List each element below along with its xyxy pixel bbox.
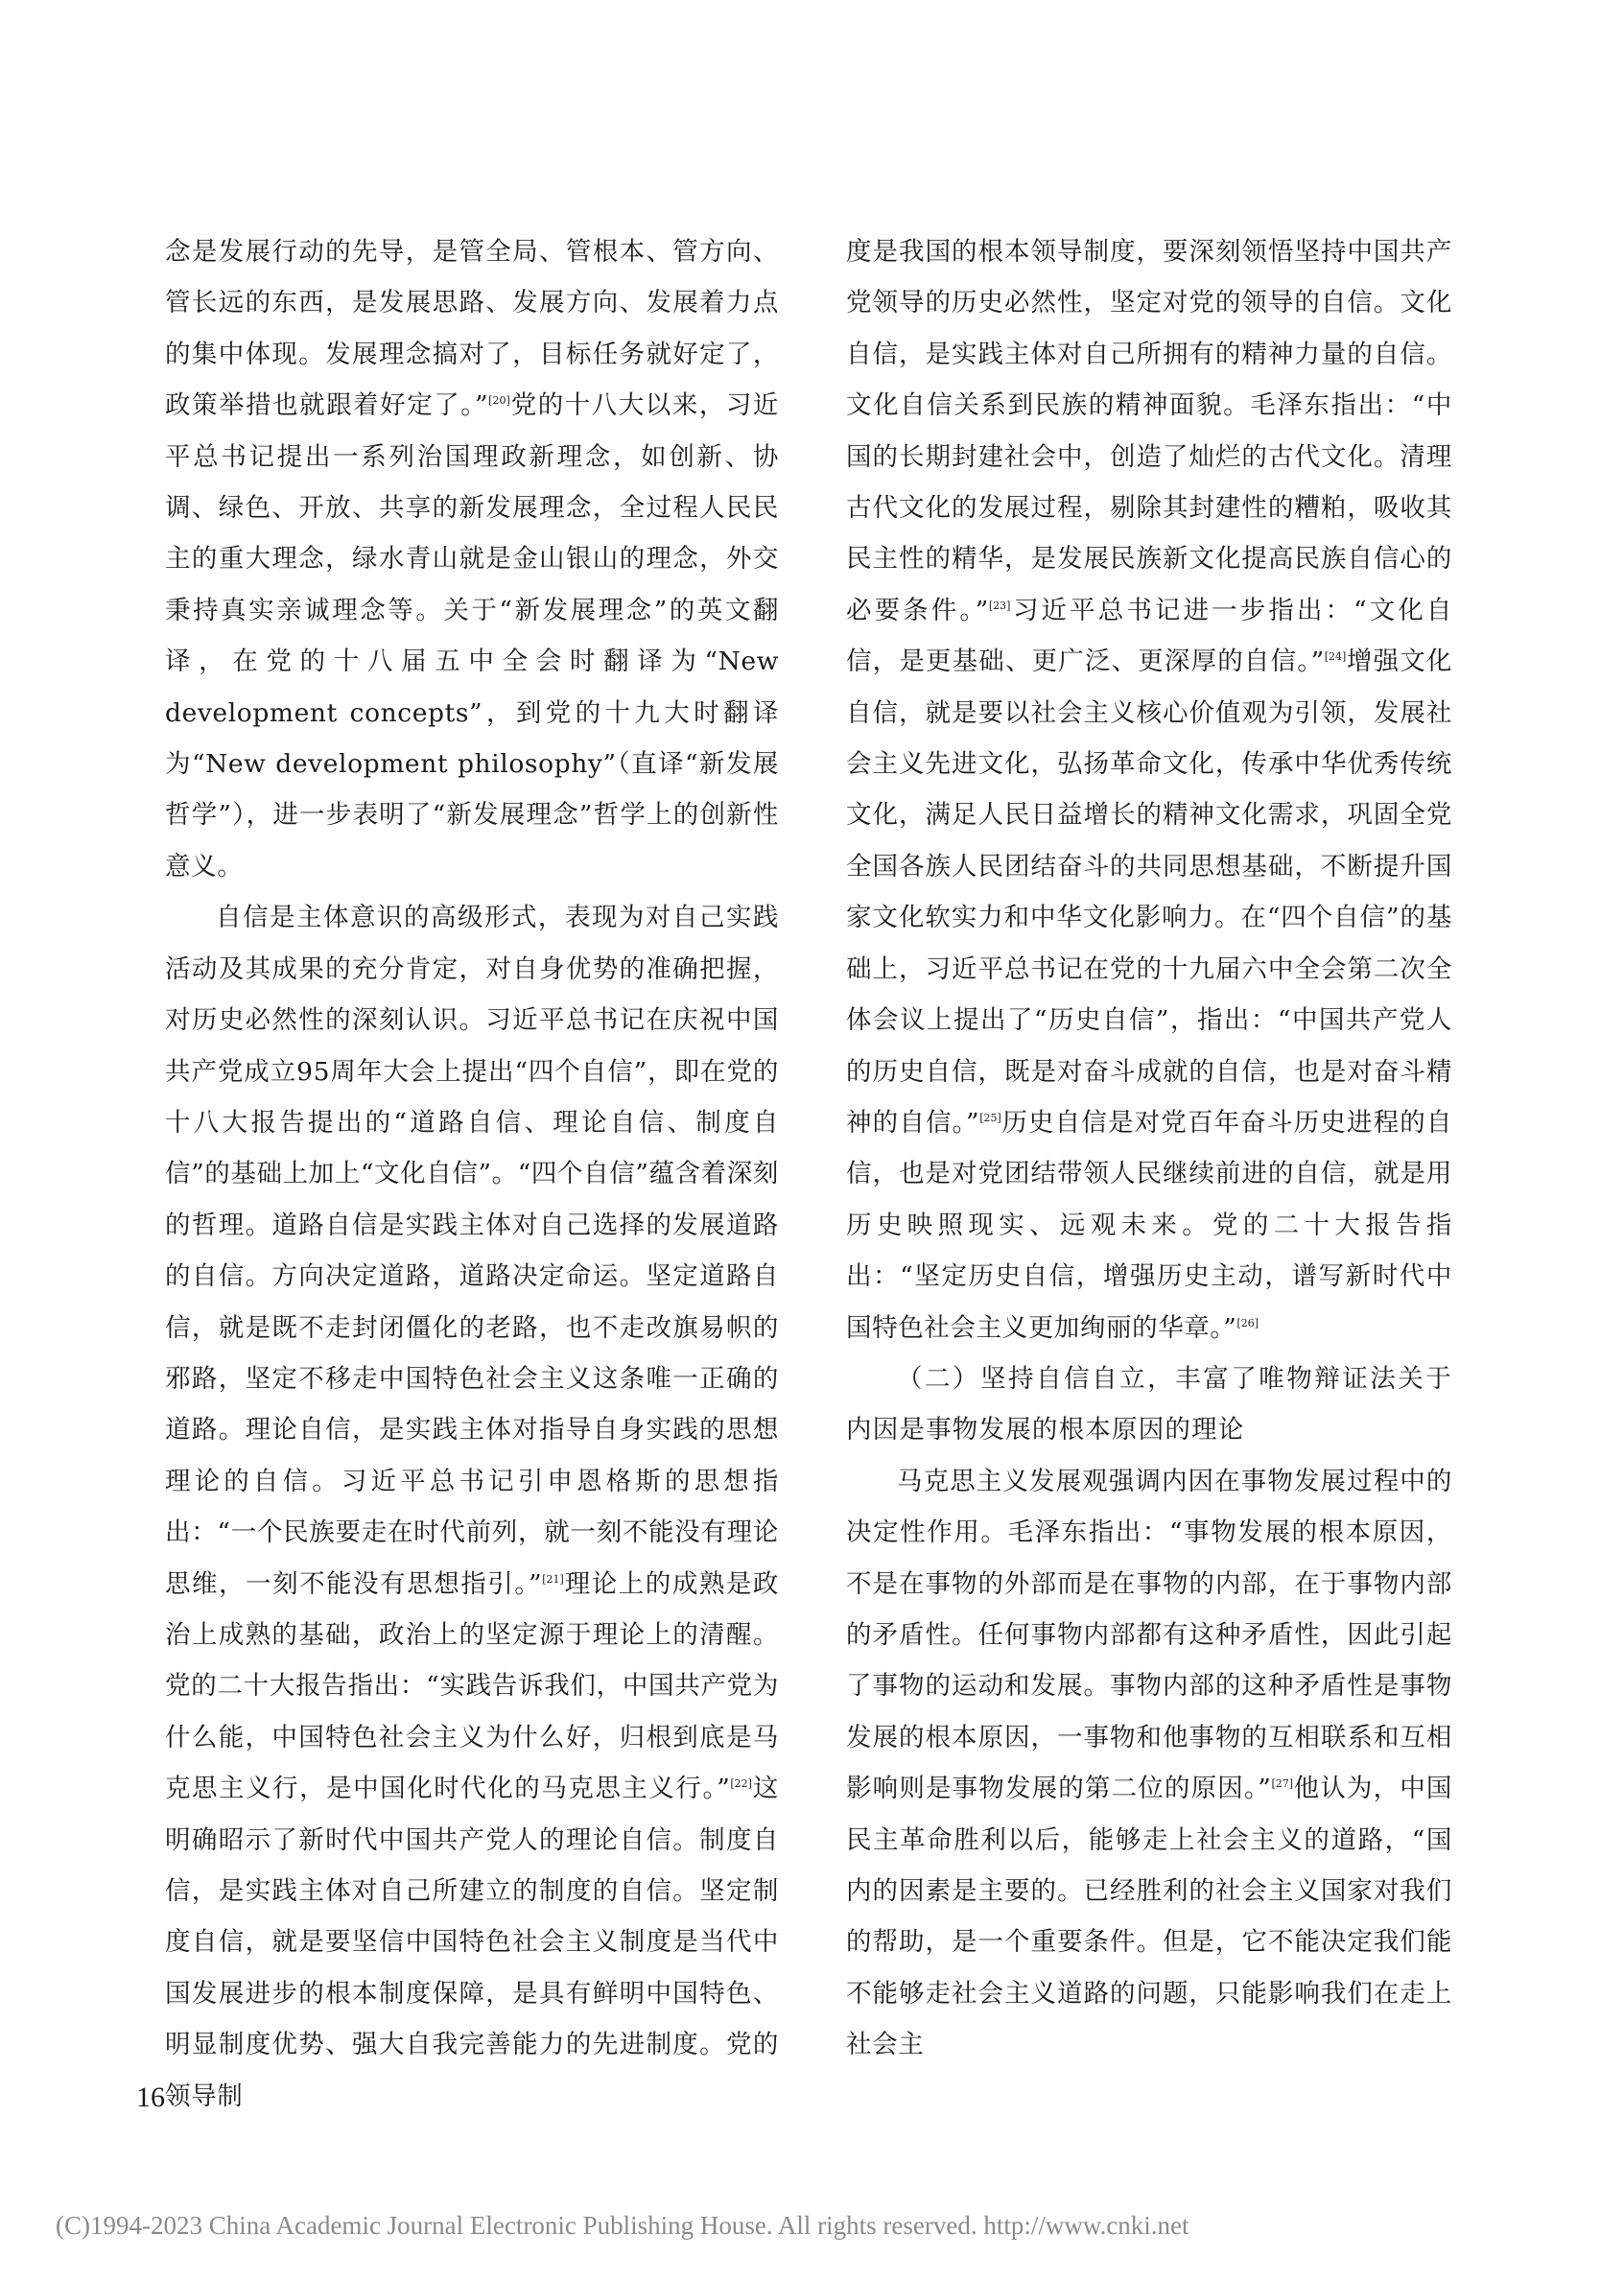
section-heading: （二）坚持自信自立，丰富了唯物辩证法关于内因是事物发展的根本原因的理论 xyxy=(846,1363,1452,1446)
citation-ref[interactable]: [24] xyxy=(1324,650,1347,664)
citation-ref[interactable]: [23] xyxy=(988,600,1011,613)
paragraph-text: 度是我国的根本领导制度，要深刻领悟坚持中国共产党领导的历史必然性，坚定对党的领导的自信。文化自信，是实践主体对自己所拥有的精神力量的自信。文化自信关系到民族的精神面貌。毛泽东指出：“中国的长期封建社会中，创造了灿烂的古代文化。清理古代文化的发展过程，剔除其封建性的糟粕，吸收其民主性的精华，是发展民族新文化提高民族自信心的必要条件。” xyxy=(846,237,1452,625)
paragraph-text: 念是发展行动的先导，是管全局、管根本、管方向、管长远的东西，是发展思路、发展方向、发展着力点的集中体现。发展理念搞对了，目标任务就好定了，政策举措也就跟着好定了。” xyxy=(165,237,779,421)
left-column xyxy=(165,226,779,2122)
paragraph xyxy=(165,226,779,892)
copyright-footer: (C)1994-2023 China Academic Journal Electronic Publishing House. All rights reserved. http://www.cnki.net xyxy=(56,2211,1189,2240)
citation-ref[interactable]: [21] xyxy=(542,1572,564,1586)
paragraph xyxy=(846,226,1452,1353)
paragraph xyxy=(165,892,779,2122)
paragraph-text: 理论上的成熟是政治上成熟的基础，政治上的坚定源于理论上的清醒。党的二十大报告指出：“实践告诉我们，中国共产党为什么能，中国特色社会主义为什么好，归根到底是马克思主义行，是中国化时代化的马克思主义行。” xyxy=(165,1568,779,1804)
paragraph-text: 自信是主体意识的高级形式，表现为对自己实践活动及其成果的充分肯定，对自身优势的准确把握，对历史必然性的深刻认识。习近平总书记在庆祝中国共产党成立95周年大会上提出“四个自信”，即在党的十八大报告提出的“道路自信、理论自信、制度自信”的基础上加上“文化自信”。“四个自信”蕴含着深刻的哲理。道路自信是实践主体对自己选择的发展道路的自信。方向决定道路，道路决定命运。坚定道路自信，就是既不走封闭僵化的老路，也不走改旗易帜的邪路，坚定不移走中国特色社会主义这条唯一正确的道路。理论自信，是实践主体对指导自身实践的思想理论的自信。习近平总书记引申恩格斯的思想指出：“一个民族要走在时代前列，就一刻不能没有理论思维，一刻不能没有思想指引。” xyxy=(165,903,779,1599)
paragraph xyxy=(846,1456,1452,2071)
citation-ref[interactable]: [27] xyxy=(1271,1777,1294,1791)
citation-ref[interactable]: [22] xyxy=(730,1777,752,1791)
right-column xyxy=(846,226,1452,2071)
paragraph-text: 历史自信是对党百年奋斗历史进程的自信，也是对党团结带领人民继续前进的自信，就是用历史映照现实、远观未来。党的二十大报告指出：“坚定历史自信，增强历史主动，谱写新时代中国特色社会主义更加绚丽的华章。” xyxy=(846,1107,1452,1343)
paragraph-text: 习近平总书记进一步指出：“文化自信，是更基础、更广泛、更深厚的自信。” xyxy=(846,595,1452,677)
citation-ref[interactable]: [26] xyxy=(1236,1316,1259,1329)
page-number: 16 xyxy=(136,2081,165,2113)
citation-ref[interactable]: [20] xyxy=(488,394,510,408)
paragraph-text: 党的十八大以来，习近平总书记提出一系列治国理政新理念，如创新、协调、绿色、开放、共享的新发展理念，全过程人民民主的重大理念，绿水青山就是金山银山的理念，外交秉持真实亲诚理念等。关于“新发展理念”的英文翻译，在党的十八届五中全会时翻译为“New development concepts”，到党的十九大时翻译为“New development philosophy”（直译“新发展哲学”），进一步表明了“新发展理念”哲学上的创新性意义。 xyxy=(165,390,779,882)
citation-ref[interactable]: [25] xyxy=(979,1112,1001,1125)
paragraph-text: 这明确昭示了新时代中国共产党人的理论自信。制度自信，是实践主体对自己所建立的制度的自信。坚定制度自信，就是要坚信中国特色社会主义制度是当代中国发展进步的根本制度保障，是具有鲜明中国特色、明显制度优势、强大自我完善能力的先进制度。党的领导制 xyxy=(165,1774,779,2111)
paragraph-text: 增强文化自信，就是要以社会主义核心价值观为引领，发展社会主义先进文化，弘扬革命文化，传承中华优秀传统文化，满足人民日益增长的精神文化需求，巩固全党全国各族人民团结奋斗的共同思想基础，不断提升国家文化软实力和中华文化影响力。在“四个自信”的基础上，习近平总书记在党的十九届六中全会第二次全体会议上提出了“历史自信”，指出：“中国共产党人的历史自信，既是对奋斗成就的自信，也是对奋斗精神的自信。” xyxy=(846,647,1452,1138)
paragraph-text: 他认为，中国民主革命胜利以后，能够走上社会主义的道路，“国内的因素是主要的。已经胜利的社会主义国家对我们的帮助，是一个重要条件。但是，它不能决定我们能不能够走社会主义道路的问题，只能影响我们在走上社会主 xyxy=(846,1774,1453,2060)
paragraph-text: 马克思主义发展观强调内因在事物发展过程中的决定性作用。毛泽东指出：“事物发展的根本原因，不是在事物的外部而是在事物的内部，在于事物内部的矛盾性。任何事物内部都有这种矛盾性，因此引起了事物的运动和发展。事物内部的这种矛盾性是事物发展的根本原因，一事物和他事物的互相联系和互相影响则是事物发展的第二位的原因。” xyxy=(846,1466,1452,1804)
